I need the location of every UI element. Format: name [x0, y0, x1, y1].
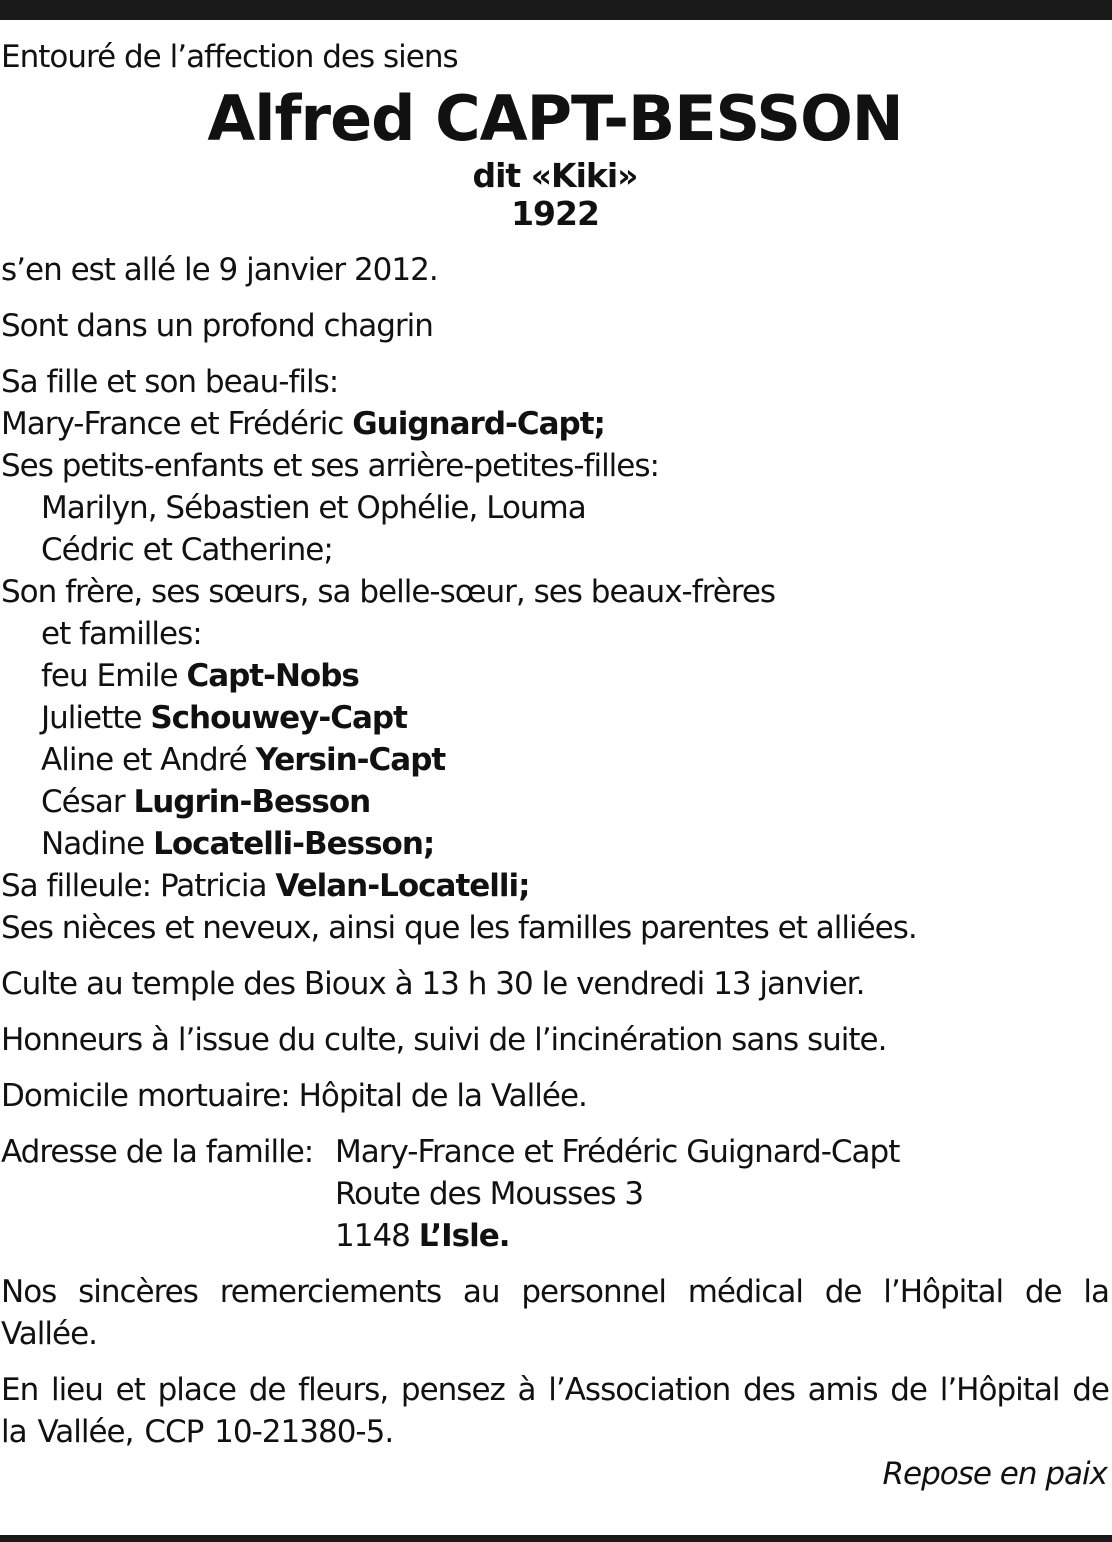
address-line: Route des Mousses 3	[335, 1176, 644, 1212]
sibling-surname: Capt-Nobs	[186, 658, 359, 694]
sibling-surname: Locatelli-Besson;	[153, 826, 435, 862]
sibling-surname: Lugrin-Besson	[133, 784, 371, 820]
deceased-nickname: dit «Kiki»	[472, 156, 638, 195]
sibling-entry	[1, 823, 1109, 865]
address-line: Mary-France et Frédéric Guignard-Capt	[335, 1134, 900, 1170]
service-text: Culte au temple des Bioux à 13 h 30 le vendredi 13 janvier.	[1, 966, 865, 1002]
sibling-entry	[1, 655, 1109, 697]
deceased-name: Alfred CAPT-BESSON	[207, 82, 903, 155]
grandchildren-label: Ses petits-enfants et ses arrière-petites-filles:	[1, 448, 659, 484]
top-rule	[0, 0, 1112, 20]
address-city: L’Isle.	[418, 1218, 510, 1254]
address-city-line	[335, 1215, 1109, 1257]
closing-text: Repose en paix	[882, 1456, 1107, 1492]
sibling-first: Nadine	[41, 826, 154, 862]
intro-text: Entouré de l’affection des siens	[1, 39, 458, 75]
goddaughter-entry	[1, 865, 1109, 907]
siblings-label: Son frère, ses sœurs, sa belle-sœur, ses beaux-frères	[1, 574, 776, 610]
daughter-surname: Guignard-Capt;	[352, 406, 605, 442]
grandchildren-line: Marilyn, Sébastien et Ophélie, Louma	[41, 490, 586, 526]
mortuary-text: Domicile mortuaire: Hôpital de la Vallée.	[1, 1078, 587, 1114]
sibling-first: César	[41, 784, 134, 820]
sibling-first: feu Emile	[41, 658, 187, 694]
address-label: Adresse de la famille:	[1, 1134, 314, 1170]
goddaughter-surname: Velan-Locatelli;	[275, 868, 530, 904]
family-list	[1, 361, 1109, 949]
grandchildren-line: Cédric et Catherine;	[41, 532, 333, 568]
sibling-first: Juliette	[41, 700, 151, 736]
address-postcode: 1148	[335, 1218, 419, 1254]
family-address	[1, 1131, 1109, 1257]
nieces-text: Ses nièces et neveux, ainsi que les familles parentes et alliées.	[1, 910, 917, 946]
sibling-surname: Schouwey-Capt	[150, 700, 407, 736]
honours-text: Honneurs à l’issue du culte, suivi de l’incinération sans suite.	[1, 1022, 887, 1058]
death-text: s’en est allé le 9 janvier 2012.	[1, 252, 438, 288]
sibling-surname: Yersin-Capt	[255, 742, 446, 778]
thanks-text: Nos sincères remerciements au personnel médical de l’Hôpital de la Vallée.	[1, 1274, 1109, 1352]
grief-text: Sont dans un profond chagrin	[1, 308, 433, 344]
sibling-entry	[1, 781, 1109, 823]
daughter-label: Sa fille et son beau-fils:	[1, 364, 339, 400]
goddaughter-label: Sa filleule: Patricia	[1, 868, 276, 904]
sibling-entry	[1, 697, 1109, 739]
sibling-entry	[1, 739, 1109, 781]
daughter-entry	[1, 403, 1109, 445]
bottom-rule	[0, 1535, 1112, 1542]
siblings-label-cont: et familles:	[41, 616, 202, 652]
daughter-names: Mary-France et Frédéric	[1, 406, 353, 442]
birth-year: 1922	[511, 194, 599, 233]
address-lines	[335, 1131, 1109, 1257]
obituary-notice	[1, 36, 1109, 1495]
flowers-text: En lieu et place de fleurs, pensez à l’Association des amis de l’Hôpital de la Vallée, CCP 10-21380-5.	[1, 1372, 1109, 1450]
sibling-first: Aline et André	[41, 742, 256, 778]
